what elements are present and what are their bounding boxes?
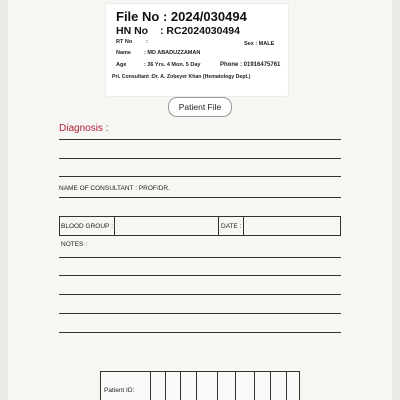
patient-id-cell-divider: [286, 371, 287, 400]
phone-field: Phone : 01916475761: [220, 62, 281, 68]
notes-line: [59, 294, 341, 295]
hn-label: HN No: [116, 25, 149, 37]
name-value: : MD ABADUZZAMAN: [144, 50, 201, 56]
patient-file-tab: Patient File: [168, 97, 232, 117]
patient-id-label: Patient ID:: [104, 387, 135, 394]
patient-label-sticker: [106, 4, 288, 96]
consultant-name-label: NAME OF CONSULTANT : PROF/DR.: [59, 185, 170, 192]
name-label: Name: [116, 50, 131, 56]
diagnosis-line: [59, 176, 341, 177]
notes-label: NOTES :: [61, 241, 88, 248]
date-divider-right: [243, 216, 244, 236]
hn-value: : RC2024030494: [160, 25, 240, 37]
notes-line: [59, 275, 341, 276]
notes-line: [59, 257, 341, 258]
hn-number: [116, 25, 240, 37]
rt-number-colon: :: [146, 39, 148, 45]
consultant-line: [59, 197, 341, 198]
blood-group-label: BLOOD GROUP :: [61, 223, 113, 230]
patient-id-cell-divider: [235, 371, 236, 400]
patient-id-cell-divider: [180, 371, 181, 400]
age-value: : 36 Yrs. 4 Mon. 5 Day: [144, 62, 201, 68]
rt-number-label: RT No: [116, 39, 133, 45]
patient-id-cell-divider: [217, 371, 218, 400]
sex-field: Sex : MALE: [244, 41, 275, 47]
primary-consultant: Pri. Consultant :Dr. A. Zobeyer Khan (Hematology Dept.): [112, 74, 251, 80]
date-label: DATE :: [221, 223, 242, 230]
patient-id-cell-divider: [196, 371, 197, 400]
patient-id-cell-divider: [254, 371, 255, 400]
date-divider-left: [218, 216, 219, 236]
diagnosis-line: [59, 139, 341, 140]
file-number: File No : 2024/030494: [116, 9, 247, 24]
patient-id-cell-divider: [150, 371, 151, 400]
patient-id-cell-divider: [270, 371, 271, 400]
diagnosis-heading: Diagnosis :: [59, 123, 109, 134]
notes-line: [59, 332, 341, 333]
age-label: Age: [116, 62, 127, 68]
notes-line: [59, 313, 341, 314]
diagnosis-line: [59, 158, 341, 159]
blood-group-divider: [114, 216, 115, 236]
patient-id-cell-divider: [165, 371, 166, 400]
